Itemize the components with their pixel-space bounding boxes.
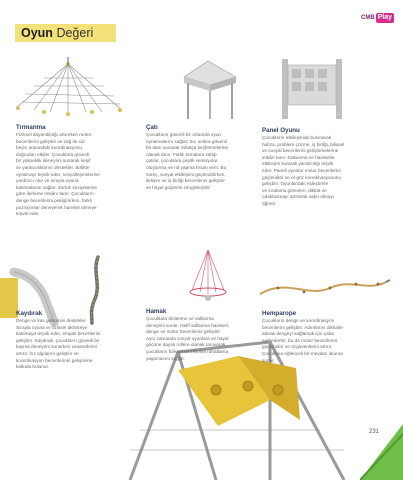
item-line: öğretir. [262,200,277,206]
item-line: Denge ve kas gelişimini destekler. [16,318,87,323]
item-line: Çocukların güvenli bir ortamda oyun [146,132,222,137]
item-cati [146,124,258,191]
item-line: Çocukların denge ve koordinasyon [262,318,335,323]
item-line: katkıda bulunur. [16,364,50,370]
item-title: Hamak [146,308,167,315]
page-title [21,25,93,41]
item-line: güçlendirir ve özgüvenlerini artırır. [262,344,333,350]
item-line: sunar. [262,357,275,363]
item-line: Çocukların etkileşimde bulunarak [262,135,332,140]
item-line: olanak tanır. Farklı temalara sahip [146,151,217,157]
item-title: Çatı [146,124,158,131]
climbing-net-illustration [4,52,134,122]
item-line: bir alan sunarak rahatça keşfetmelerine [146,145,229,151]
item-line: göre ilerleme imkânı tanır. Çocukların [16,191,94,197]
hemp-rope-illustration [256,270,390,306]
item-line: ve sosyal becerilerini geliştirmelerine [262,148,339,154]
item-line: bir yükseklik deneyimi sunarak keşif [16,158,91,164]
logo-text-play: Play [377,13,393,21]
item-line: eder. Paneli oyunlar motor becerilerini [262,167,341,173]
item-line: yardımcı olur ve sırayla oyuna [16,178,79,184]
item-line: atarak dengeyi sağlamak için çaba [262,331,334,337]
green-slide-illustration [360,404,403,480]
page-title-regular: Değeri [56,26,94,40]
item-line: Çocuklara dinlenme ve sallanma [146,316,214,321]
item-line: gücüne dayalı rollere olanak tanıyarak, [146,342,227,348]
item-line: iletişim ve iş birliği becerilerini geliştirir [146,178,225,184]
item-line: doğrudan etkiler. Çocuklara güvenli [16,151,90,157]
item-line: çatılar, çocuklara çeşitli senaryolar [146,158,218,164]
item-line: güçlendirir ve el-göz koordinasyonunu [262,174,341,180]
item-line: ve sıralama görevleri, dikkat ve [262,187,327,193]
item-line: Sırayla oyuna ve fiziksel aktiviteye [16,324,88,330]
roof-illustration [174,55,246,121]
item-title: Tırmanma [16,124,46,131]
item-line: kayma deneyimi sunarken cesaretlerini [16,344,98,350]
item-line: odaklanmayı artırarak sabrı olmayı [262,194,335,200]
item-line: hafıza, problem çözme, iş birliği, bilişsel [262,141,345,147]
item-line: katılmalarını sağlar. Zorluk seviyelerine [16,184,98,190]
item-line: deneyimi sunar. Hafif sallanma hareketi, [146,322,230,328]
item-line: oynamalarını sağlar; bu, onlara güvenli [146,138,227,144]
item-line: beyin arasındaki koordinasyonu [16,145,82,151]
item-line: Fiziksel dayanıklılığı artırırken motor [16,132,92,137]
item-title: Panel Oyunu [262,127,300,134]
item-line: geliştirir. Kaydırak, çocukların güvenli bir [16,337,100,343]
item-hemparope [262,310,374,364]
page-title-bold: Oyun [21,26,53,40]
item-line: yaşamasını sağlar. [146,355,186,361]
item-line: pozisyonlar deneyerek hareket etmeye [16,204,97,210]
item-title: Hemparope [262,310,297,317]
item-line: koordinasyon becerilerinin gelişimine [16,357,93,363]
item-line: geliştirir. Oyunlardaki eşleştirme [262,181,329,187]
item-line: etkileşim kurarak yaratıcılığı teşvik [262,161,334,167]
item-line: ve hayal güçlerini zenginleştirir. [146,184,211,190]
item-line: denge ve motor becerilerini geliştirir. [146,329,222,335]
panel-game-illustration [274,55,350,121]
item-tirmanma [16,124,120,218]
item-line: Aynı zamanda sosyal oyunlara ve hayal [146,335,229,341]
item-line: oluşturma ve rol yapma fırsatı verir. Bu [146,164,227,170]
item-line: Çocuklara eğlenceli bir meydan okuma [262,350,343,356]
item-panel-oyunu [262,127,374,208]
item-kaydirak [16,310,124,371]
item-line: imkân tanır. Dokunma ve hareketle [262,154,335,160]
item-hamak [146,308,258,362]
item-line: sarf ederler, bu da motor becerilerini [262,337,338,343]
item-line: becerilerini geliştirir ve sağ ile sol [16,138,85,144]
item-line: çocukların fiziksel ve zihinsel rahatlama [146,348,229,354]
item-line: katılmaya teşvik eder, empati becerilerini [16,331,101,337]
item-line: artırır, hız algılarını geliştirir ve [16,350,79,356]
item-line: süreç, sosyal etkileşimi güçlendirirken, [146,171,226,177]
page-number: 231 [369,429,380,435]
logo-text-cmb: CMB [361,14,375,21]
brand-logo [361,9,394,23]
item-line: teşvik eder. [16,211,40,217]
item-line: ve yaratıcılıklarını destekler. Birlikte [16,164,90,170]
item-title: Kaydırak [16,310,43,317]
item-line: becerilerini geliştirir. Adımlarını dikkatle [262,324,343,330]
item-line: oynamayı teşvik eder, sosyalleşmelerine [16,171,100,177]
item-line: denge becerilerini pekiştirirken, farklı [16,197,93,203]
